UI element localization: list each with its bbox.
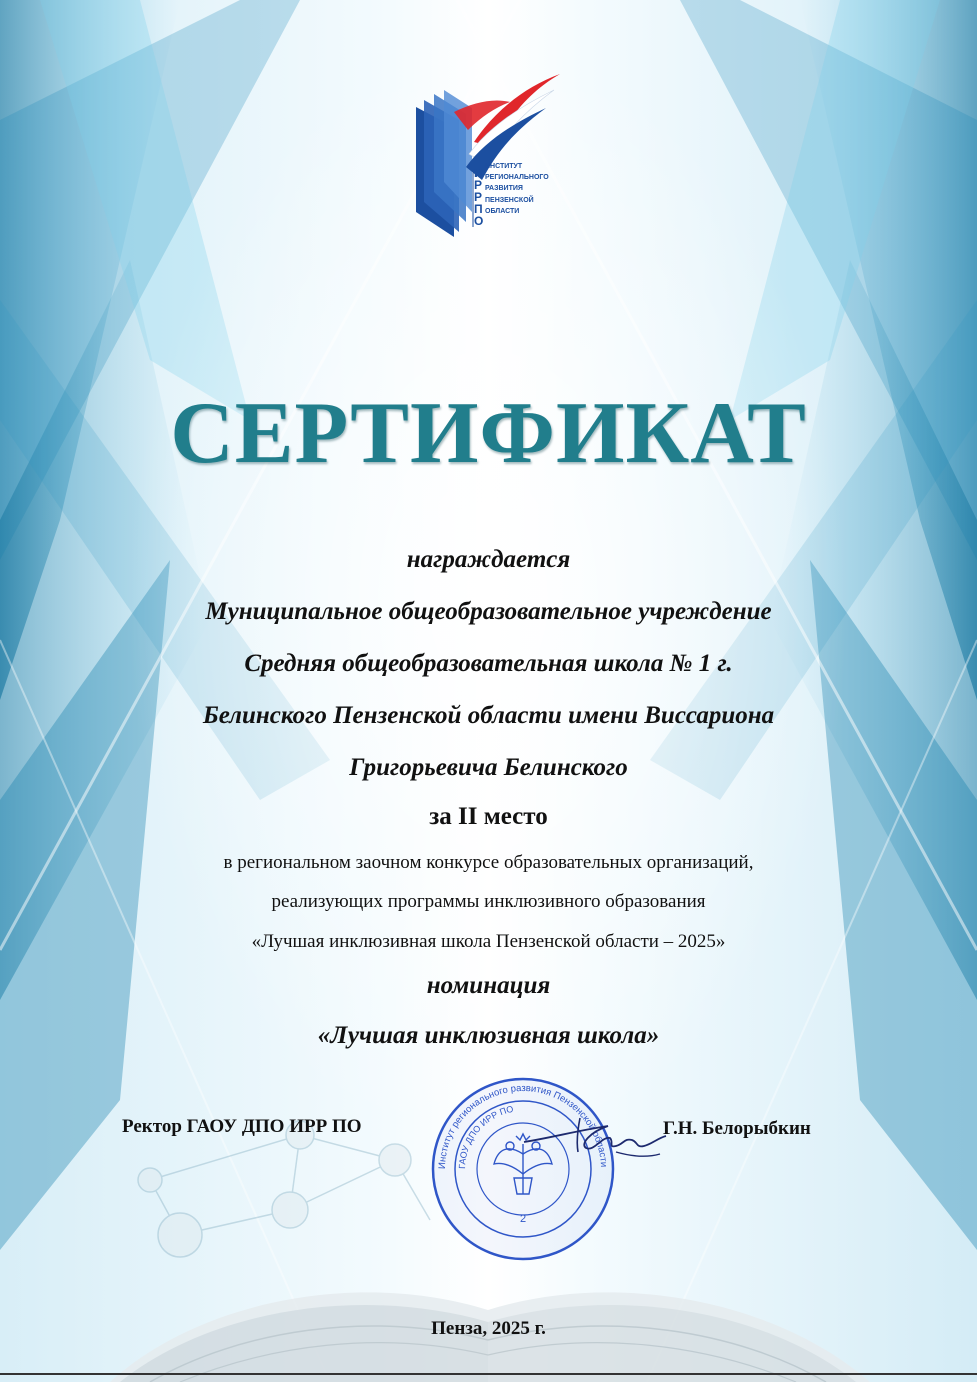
awarded-label: награждается bbox=[406, 546, 571, 573]
bottom-rule bbox=[0, 1373, 977, 1375]
svg-text:Институт регионального развити: Институт регионального развития Пензенской области bbox=[436, 1082, 610, 1170]
org-name-line-1: Муниципальное общеобразовательное учреждение bbox=[205, 598, 772, 625]
rector-signature bbox=[520, 1108, 670, 1168]
svg-text:РАЗВИТИЯ: РАЗВИТИЯ bbox=[485, 185, 523, 192]
svg-text:Р: Р bbox=[474, 190, 483, 204]
org-name-line-3: Белинского Пензенской области имени Виссариона bbox=[202, 702, 775, 729]
svg-text:РЕГИОНАЛЬНОГО: РЕГИОНАЛЬНОГО bbox=[485, 174, 549, 181]
contest-line-2: реализующих программы инклюзивного образования bbox=[271, 891, 706, 912]
org-name-line-2: Средняя общеобразовательная школа № 1 г. bbox=[244, 650, 733, 677]
signatory-position: Ректор ГАОУ ДПО ИРР ПО bbox=[122, 1116, 362, 1137]
nomination-name: «Лучшая инклюзивная школа» bbox=[317, 1022, 660, 1049]
institute-logo bbox=[414, 72, 564, 247]
place-text: за II место bbox=[429, 803, 548, 830]
svg-text:ОБЛАСТИ: ОБЛАСТИ bbox=[485, 208, 520, 215]
svg-text:ПЕНЗЕНСКОЙ: ПЕНЗЕНСКОЙ bbox=[485, 197, 534, 204]
place-and-year: Пенза, 2025 г. bbox=[431, 1318, 546, 1339]
svg-text:П: П bbox=[474, 202, 483, 216]
contest-line-1: в региональном заочном конкурсе образовательных организаций, bbox=[223, 852, 754, 873]
contest-line-3: «Лучшая инклюзивная школа Пензенской области – 2025» bbox=[251, 931, 726, 952]
signatory-name: Г.Н. Белорыбкин bbox=[663, 1118, 811, 1139]
svg-text:И: И bbox=[474, 166, 483, 180]
svg-text:О: О bbox=[474, 214, 484, 228]
official-seal bbox=[428, 1074, 618, 1264]
svg-text:2: 2 bbox=[519, 1213, 527, 1225]
svg-text:ГАОУ ДПО ИРР ПО: ГАОУ ДПО ИРР ПО bbox=[456, 1103, 515, 1170]
svg-text:Р: Р bbox=[474, 178, 483, 192]
certificate-title: СЕРТИФИКАТ bbox=[170, 385, 807, 482]
org-name-line-4: Григорьевича Белинского bbox=[349, 754, 628, 781]
svg-text:ИНСТИТУТ: ИНСТИТУТ bbox=[485, 163, 523, 170]
nomination-label: номинация bbox=[426, 972, 551, 999]
